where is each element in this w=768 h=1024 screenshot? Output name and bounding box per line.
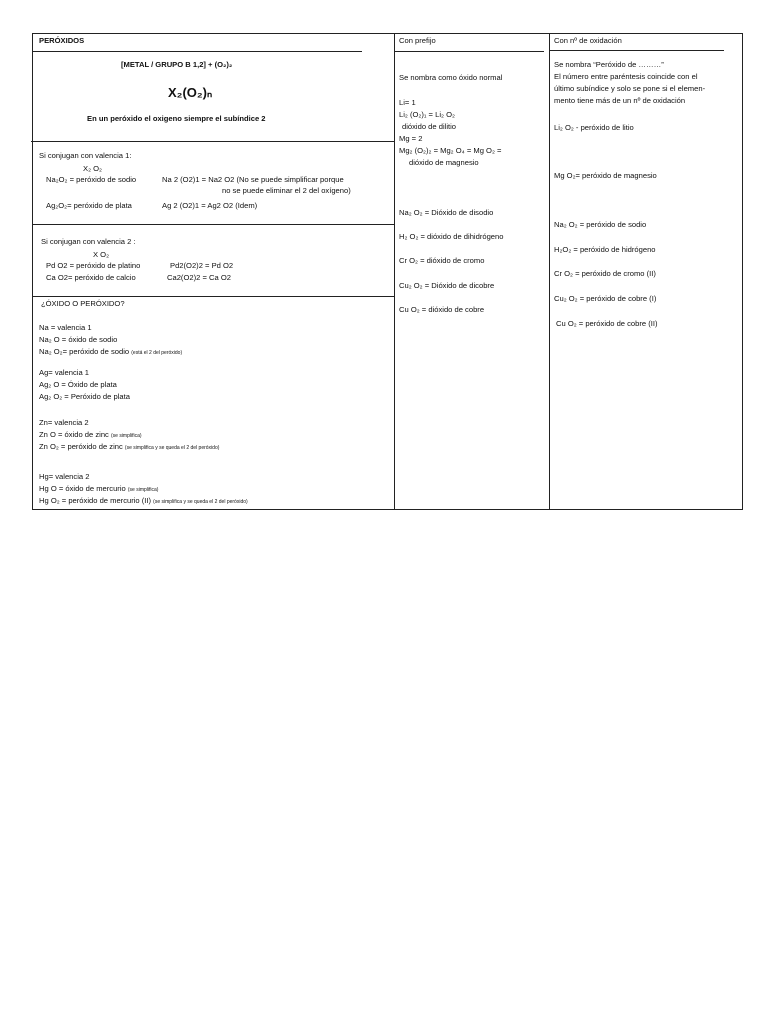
section-divider-3: [33, 296, 394, 297]
prefix-li-valence: Li= 1: [399, 98, 416, 107]
valence2-pd-explanation: Pd2(O2)2 = Pd O2: [170, 261, 234, 270]
column-divider-1: [394, 34, 395, 509]
oxidation-mg: Mg O₂= peróxido de magnesio: [554, 171, 657, 180]
na-peroxide: [39, 347, 182, 358]
prefix-na: Na₂ O₂ = Dióxido de disodio: [399, 208, 494, 217]
general-formula: X₂(O₂)ₙ: [168, 85, 213, 100]
valence2-ca-explanation: Ca2(O2)2 = Ca O2: [167, 273, 231, 282]
valence1-na-explanation-cont: no se puede eliminar el 2 del oxígeno): [222, 186, 351, 195]
hg-oxide: [39, 484, 158, 495]
valence1-ag-name: Ag₂O₂= peróxido de plata: [46, 201, 132, 210]
zn-oxide: [39, 430, 142, 441]
hg-peroxide-text: Hg O₂ = peróxido de mercurio (II): [39, 496, 152, 505]
oxidation-intro-1: Se nombra “Peróxido de ………”: [554, 60, 664, 69]
oxidation-cu2: Cu₂ O₂ = peróxido de cobre (I): [554, 294, 657, 303]
valence2-pd-name: Pd O2 = peróxido de platino: [46, 261, 141, 270]
general-rule: En un peróxido el oxigeno siempre el subíndice 2: [87, 114, 266, 123]
general-pattern: [METAL / GRUPO B 1,2] + (O₂)₂: [121, 60, 233, 69]
hg-oxide-note: (se simplifica): [127, 487, 159, 493]
zn-oxide-note: (se simplifica): [110, 433, 142, 439]
prefix-intro: Se nombra como óxido normal: [399, 73, 503, 82]
prefix-mg-formula: Mg₂ (O₂)₂ = Mg₂ O₄ = Mg O₂ =: [399, 146, 502, 155]
hg-oxide-text: Hg O = óxido de mercurio: [39, 484, 126, 493]
prefix-mg-valence: Mg = 2: [399, 134, 423, 143]
na-peroxide-text: Na₂ O₂= peróxido de sodio: [39, 347, 130, 356]
zn-peroxide: [39, 442, 219, 453]
header-underline-col2: [394, 51, 544, 52]
prefix-li-formula: Li₂ (O₂)₁ = Li₂ O₂: [399, 110, 455, 119]
oxidation-h: H₂O₂ = peróxido de hidrógeno: [554, 245, 656, 254]
oxidation-intro-2: El número entre paréntesis coincide con el: [554, 72, 698, 81]
na-oxide: Na₂ O = óxido de sodio: [39, 335, 118, 344]
zn-oxide-text: Zn O = óxido de zinc: [39, 430, 109, 439]
header-con-prefijo: Con prefijo: [399, 36, 436, 45]
header-peroxidos: PERÓXIDOS: [39, 36, 85, 45]
prefix-li-name: dióxido de dilitio: [402, 122, 457, 131]
valence1-na-explanation: Na 2 (O2)1 = Na2 O2 (No se puede simplificar porque: [162, 175, 344, 184]
oxidation-li: Li₂ O₂ - peróxido de litio: [554, 123, 634, 132]
hg-peroxide: [39, 496, 248, 507]
valence1-na-name: Na₂O₂ = peróxido de sodio: [46, 175, 137, 184]
column-divider-2: [549, 34, 550, 509]
valence1-ag-explanation: Ag 2 (O2)1 = Ag2 O2 (Idem): [162, 201, 258, 210]
zn-valence: Zn= valencia 2: [39, 418, 89, 427]
valence2-pattern: X O₂: [93, 250, 110, 259]
valence2-title: Si conjugan con valencia 2 :: [41, 237, 136, 246]
ag-valence: Ag= valencia 1: [39, 368, 90, 377]
header-underline-col1: [33, 51, 362, 52]
zn-peroxide-text: Zn O₂ = peróxido de zinc: [39, 442, 123, 451]
oxidation-na: Na₂ O₂ = peróxido de sodio: [554, 220, 647, 229]
oxidation-intro-4: mento tiene más de un nº de oxidación: [554, 96, 686, 105]
section-divider-2: [33, 224, 394, 225]
valence1-pattern: X₂ O₂: [83, 164, 102, 173]
prefix-cu: Cu O₂ = dióxido de cobre: [399, 305, 485, 314]
prefix-mg-name: dióxido de magnesio: [409, 158, 479, 167]
valence2-ca-name: Ca O2= peróxido de calcio: [46, 273, 136, 282]
hg-valence: Hg= valencia 2: [39, 472, 90, 481]
prefix-h: H₂ O₂ = dióxido de dihidrógeno: [399, 232, 504, 241]
section-divider-1: [31, 141, 394, 142]
valence1-title: Si conjugan con valencia 1:: [39, 151, 132, 160]
na-valence: Na = valencia 1: [39, 323, 92, 332]
ag-peroxide: Ag₂ O₂ = Peróxido de plata: [39, 392, 130, 401]
prefix-cu2: Cu₂ O₂ = Dióxido de dicobre: [399, 281, 495, 290]
oxidation-cr: Cr O₂ = peróxido de cromo (II): [554, 269, 656, 278]
header-con-numero-oxidacion: Con nº de oxidación: [554, 36, 622, 45]
header-underline-col3: [549, 50, 724, 51]
na-peroxide-note: (está el 2 del peróxido): [131, 350, 183, 356]
hg-peroxide-note: (se simplifica y se queda el 2 del peróxido): [153, 499, 248, 505]
prefix-cr: Cr O₂ = dióxido de cromo: [399, 256, 485, 265]
ag-oxide: Ag₂ O = Óxido de plata: [39, 380, 117, 389]
oxidation-intro-3: último subíndice y solo se pone si el elemen-: [554, 84, 706, 93]
zn-peroxide-note: (se simplifica y se queda el 2 del peróxido): [124, 445, 220, 451]
oxide-or-peroxide-title: ¿ÓXIDO O PERÓXIDO?: [41, 299, 125, 308]
oxidation-cu: Cu O₂ = peróxido de cobre (II): [556, 319, 658, 328]
peroxide-table: [32, 33, 743, 510]
